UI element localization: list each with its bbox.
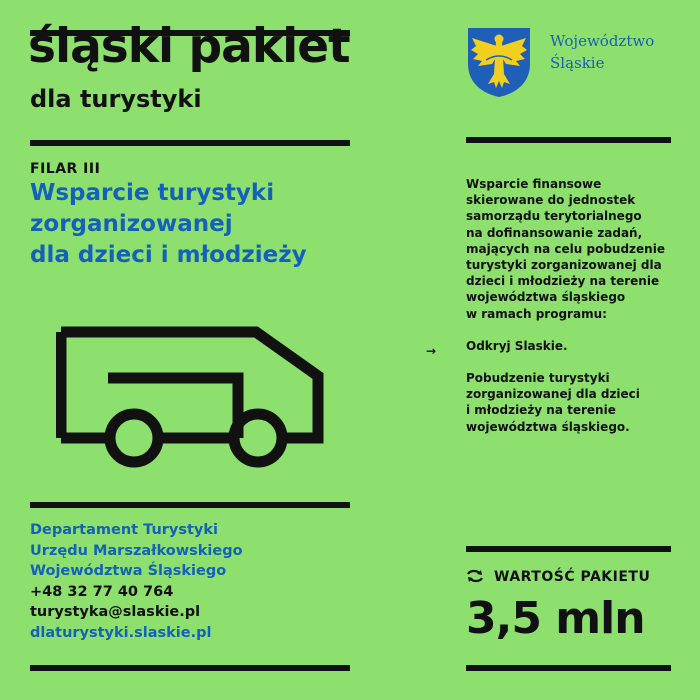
right-footer-rule (466, 665, 671, 671)
department-line: Województwa Śląskiego (30, 563, 227, 579)
package-label-row (466, 568, 650, 586)
right-bottom-rule (466, 546, 671, 552)
arrow-right-icon: → (426, 344, 437, 358)
phone-number: +48 32 77 40 764 (30, 583, 174, 600)
package-label: WARTOŚĆ PAKIETU (494, 569, 651, 585)
desc-line: dzieci i młodzieży na terenie (466, 274, 660, 289)
desc-line: Pobudzenie turystyki (466, 371, 610, 386)
desc-line: na dofinansowanie zadań, (466, 225, 643, 240)
package-value: 3,5 mln (466, 593, 645, 644)
website-link[interactable]: dlaturystyki.slaskie.pl (30, 624, 212, 641)
desc-line: mających na celu pobudzenie (466, 241, 665, 256)
description (466, 176, 681, 435)
desc-line: samorządu terytorialnego (466, 209, 642, 224)
swap-arrows-icon (466, 569, 484, 583)
desc-line: zorganizowanej dla dzieci (466, 387, 640, 402)
desc-line: województwa śląskiego (466, 290, 626, 305)
region-line-2: Śląskie (550, 54, 605, 72)
pillar-headline (30, 178, 430, 271)
brand-title: śląski pakiet (28, 19, 350, 74)
desc-line: w ramach programu: (466, 306, 607, 321)
region-name (550, 30, 654, 74)
headline-line: Wsparcie turystyki (30, 180, 275, 206)
headline-line: zorganizowanej (30, 211, 233, 237)
van-icon (56, 326, 324, 474)
program-name: Odkryj Slaskie. (466, 338, 568, 353)
department-line: Departament Turystyki (30, 522, 218, 538)
left-bottom-rule (30, 502, 350, 508)
left-mid-rule (30, 140, 350, 146)
brand-subtitle: dla turystyki (30, 85, 202, 113)
desc-line: skierowane do jednostek (466, 193, 636, 208)
desc-line: Wsparcie finansowe (466, 177, 602, 191)
desc-line: turystyki zorganizowanej dla (466, 258, 662, 273)
region-line-1: Województwo (550, 32, 655, 50)
department-line: Urzędu Marszałkowskiego (30, 542, 243, 559)
left-footer-rule (30, 665, 350, 671)
silesian-eagle-crest-icon (466, 26, 532, 98)
contact-block (30, 520, 430, 643)
desc-line: i młodzieży na terenie (466, 403, 616, 418)
pillar-label: FILAR III (30, 161, 101, 177)
desc-line: województwa śląskiego. (466, 419, 630, 434)
headline-line: dla dzieci i młodzieży (30, 242, 307, 268)
email-link[interactable]: turystyka@slaskie.pl (30, 604, 201, 620)
right-mid-rule (466, 137, 671, 143)
